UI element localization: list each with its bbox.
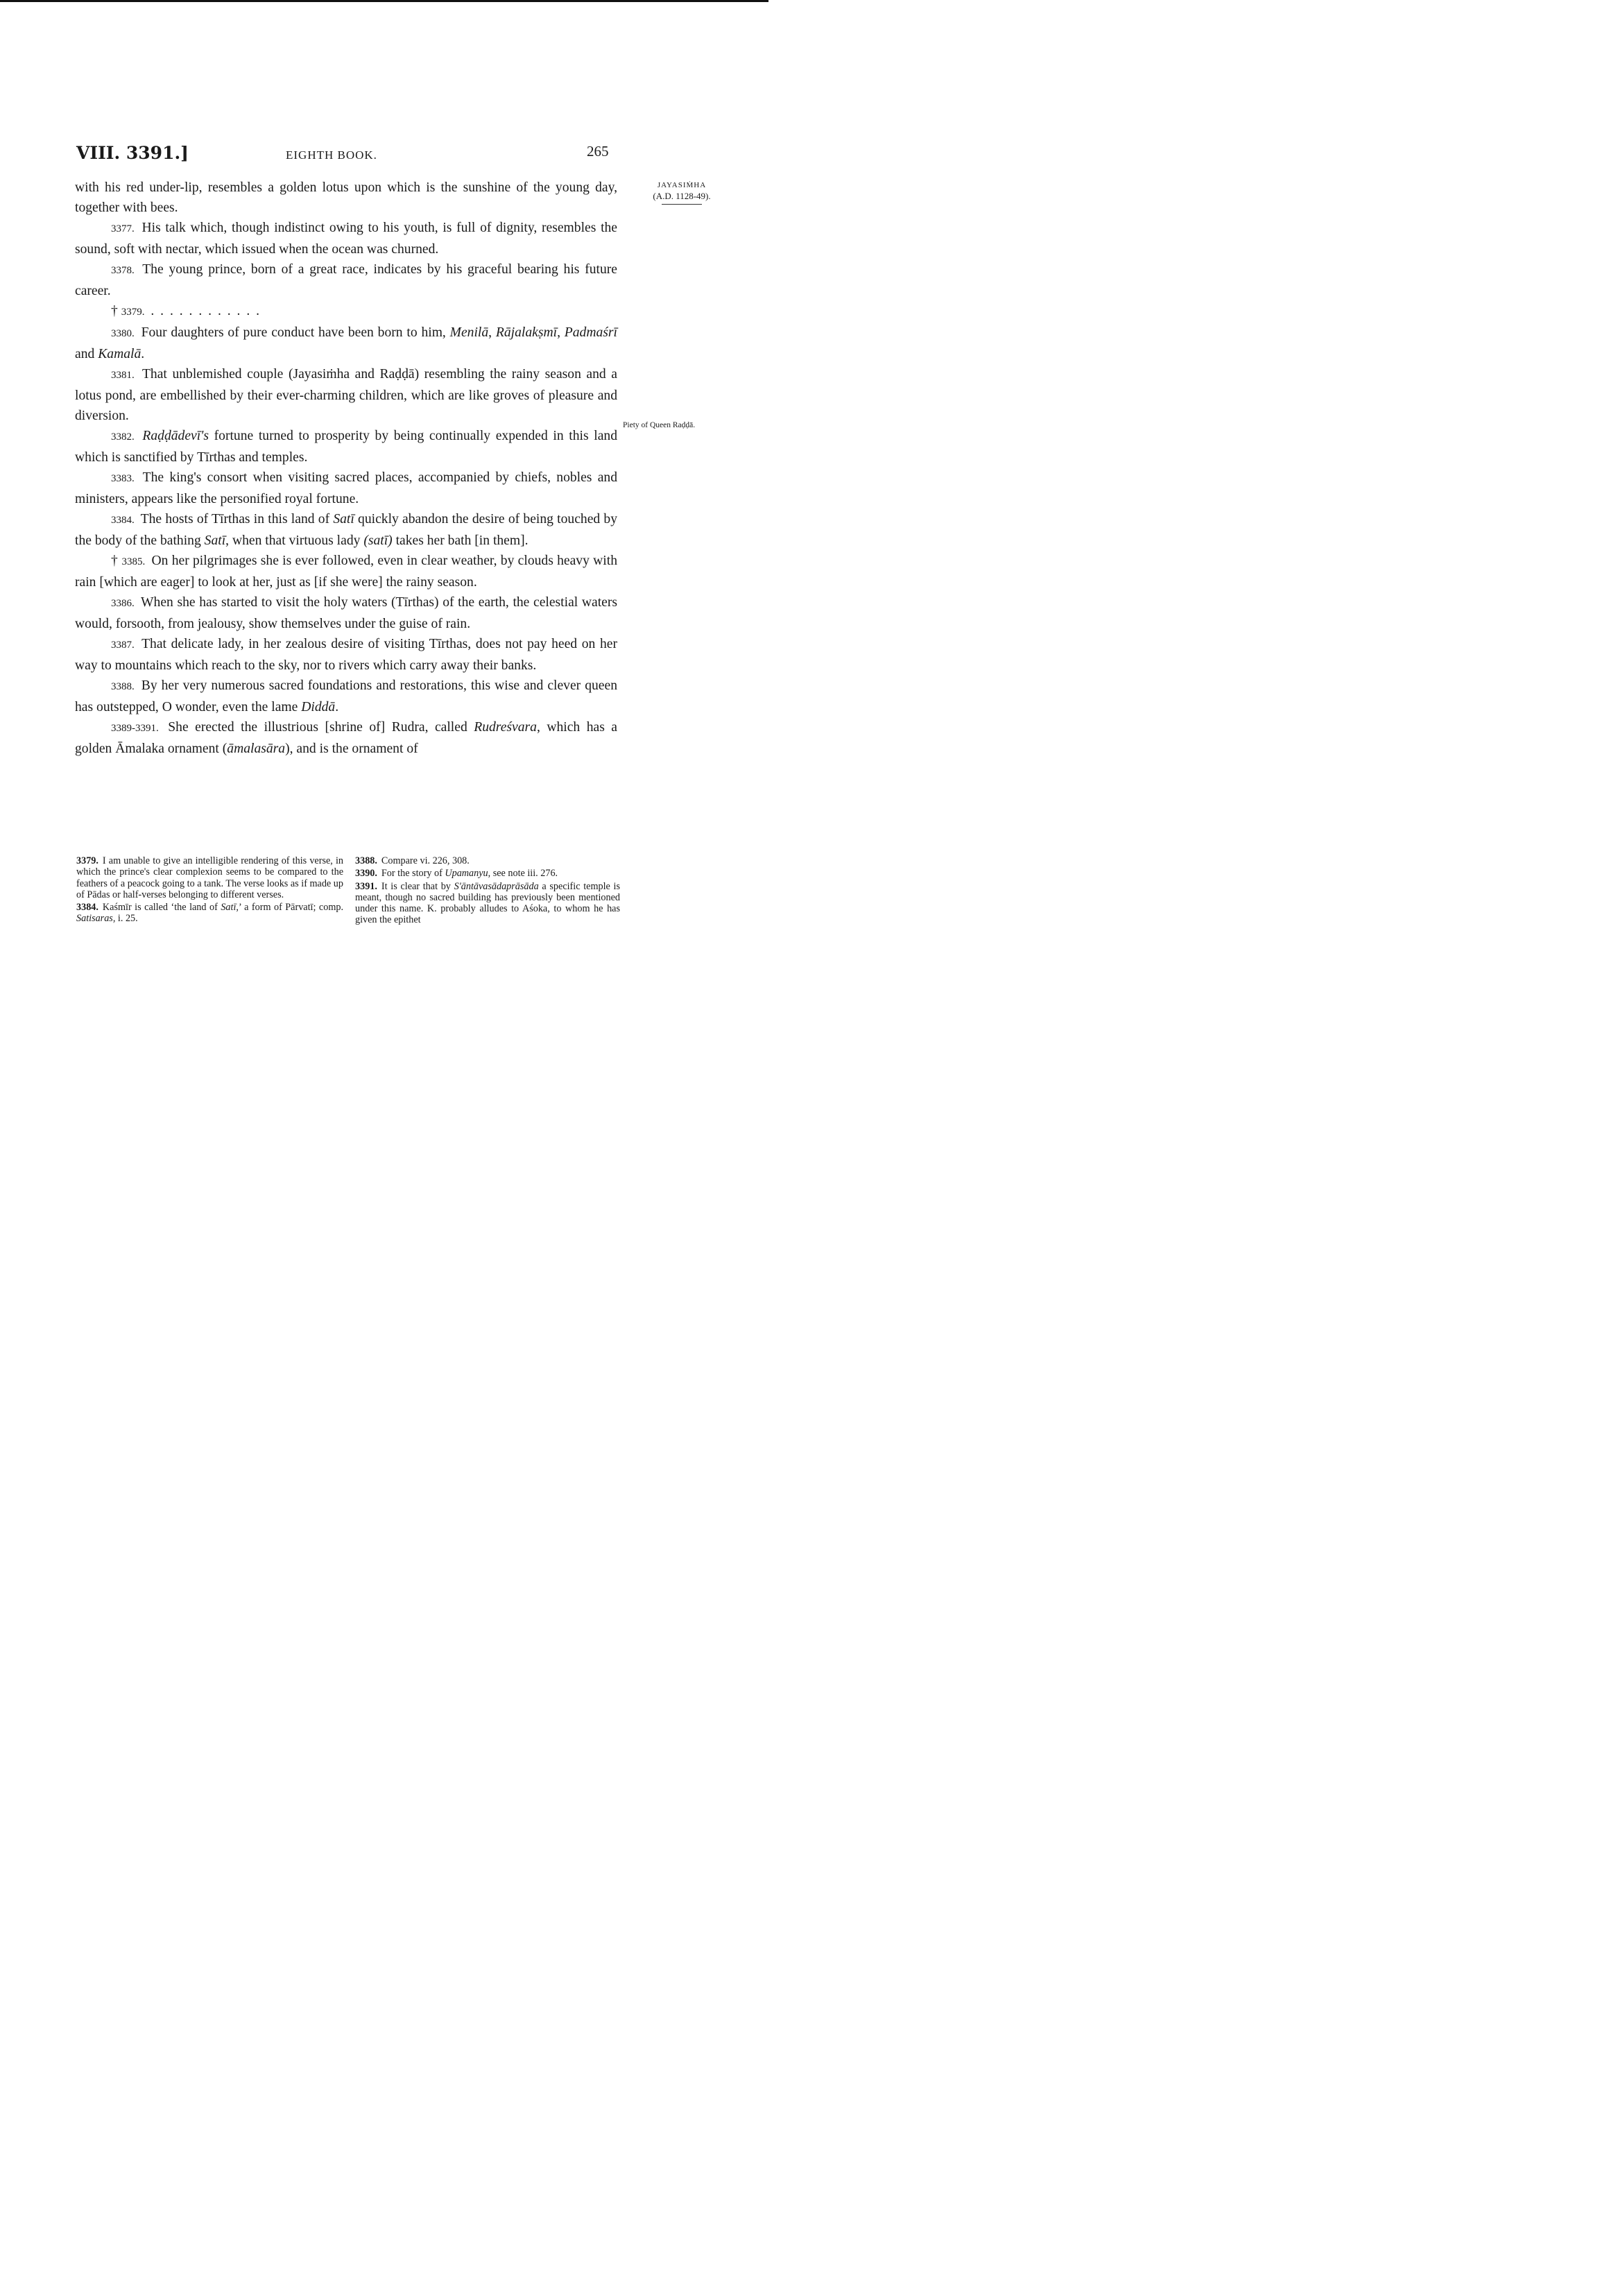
verse-text: She erected the illustrious [shrine of] Rudra, called [168, 720, 474, 735]
italic-term: Upamanyu [445, 868, 488, 880]
italic-term: Satī [333, 512, 354, 526]
footnote-text: I am unable to give an intelligible rendering of this verse, in which the prince's clear complexion seems to be compared to the feathers of a peacock going to a tank. The verse looks as if made up of Pādas or half-verses belonging to different verses. [76, 855, 343, 900]
italic-term: Satī [204, 533, 226, 548]
verse-3380 [75, 323, 617, 364]
queen-name: Raḍḍādevī's [142, 429, 209, 443]
running-head-title: EIGHTH BOOK. [286, 148, 377, 162]
verse-3383 [75, 468, 617, 509]
italic-term: Rudreśvara [474, 720, 537, 735]
italic-term: āmalasāra [227, 742, 286, 756]
footnote-3391 [355, 881, 620, 926]
omission-dots: . . . . . . . . . . . . [151, 304, 261, 318]
italic-term: Satī [221, 902, 237, 914]
top-border [0, 0, 768, 2]
separator: , [557, 325, 565, 340]
footnote-text: For the story of [381, 868, 445, 880]
footnote-text: It is clear that by [381, 880, 454, 892]
verse-text: quickly abandon the desire of being touched by the body of the bathing [75, 512, 618, 548]
verse-text: That delicate lady, in her zealous desire of visiting Tīrthas, does not pay heed on her way to mountains which reach to the sky, nor to rivers which carry away their banks. [75, 637, 617, 673]
footnote-number: 3390. [355, 868, 377, 880]
footnote-3388 [355, 855, 620, 866]
verse-text: By her very numerous sacred foundations and restorations, this wise and clever queen has outstepped, O wonder, even the lame [75, 678, 617, 714]
verse-text: fortune turned to prosperity by being continually expended in this land which is sanctified by Tīrthas and temples. [75, 429, 617, 465]
margin-note-piety: Piety of Queen Raḍḍā. [623, 421, 696, 429]
verse-number: 3383. [111, 473, 135, 484]
verse-text: Four daughters of pure conduct have been born to him, [141, 325, 450, 340]
verse-3384 [75, 509, 617, 551]
daughter-name: Padmaśrī [564, 325, 618, 340]
verse-text: takes her bath [in them]. [392, 533, 529, 548]
running-head-left: VIII. 3391.] [76, 143, 189, 163]
margin-note-jayasimha [638, 180, 725, 205]
verse-text: When she has started to visit the holy waters (Tīrthas) of the earth, the celestial waters would, forsooth, from jealousy, show themselves under the guise of rain. [75, 595, 617, 631]
verse-3388 [75, 676, 617, 717]
footnotes-right-column [355, 855, 620, 927]
footnote-text: a specific temple is meant, though no sacred building has previously been mentioned under this name. K. probably alludes to Aśoka, to whom he has given the epithet [355, 880, 621, 926]
margin-note-date: (A.D. 1128-49). [653, 191, 711, 201]
footnote-text: , i. 25. [112, 913, 138, 925]
verse-text: , when that virtuous lady [225, 533, 364, 548]
verse-number: 3388. [111, 681, 135, 692]
daughter-name: Kamalā [98, 347, 141, 361]
verse-3378 [75, 259, 617, 301]
verse-3386 [75, 592, 617, 634]
verse-number: 3385. [121, 556, 146, 567]
italic-term: Satisaras [76, 913, 113, 925]
verse-3381 [75, 364, 617, 426]
verse-number: 3379. [121, 307, 145, 318]
verse-number: 3377. [111, 223, 135, 234]
verse-number: 3384. [111, 515, 135, 526]
verse-text: The king's consort when visiting sacred places, accompanied by chiefs, nobles and ministers, appears like the personified royal fortune. [75, 470, 617, 506]
dagger-mark: † [111, 554, 119, 568]
footnote-text: Kaśmīr is called ‘the land of [102, 902, 221, 914]
verse-number: 3380. [111, 328, 135, 339]
footnote-number: 3379. [76, 855, 98, 866]
footnotes-left-column [76, 855, 343, 926]
verse-3379 [75, 301, 617, 323]
footnote-3384 [76, 902, 343, 925]
main-text [75, 178, 617, 759]
margin-note-name: JAYASIṀHA [657, 181, 707, 189]
paragraph-continuation: with his red under-lip, resembles a golden lotus upon which is the sunshine of the young day, together with bees. [75, 180, 617, 215]
italic-term: Diddā [301, 700, 336, 714]
verse-text: That unblemished couple (Jayasiṁha and Raḍḍā) resembling the rainy season and a lotus pond, are embellished by their ever-charming children, which are like groves of pleasure and diversion. [75, 367, 617, 423]
footnote-text: ,’ a form of Pārvatī; comp. [236, 902, 343, 914]
daughter-name: Rājalakṣmī [495, 325, 558, 340]
verse-text: , which has a golden Āmalaka ornament ( [75, 720, 618, 756]
separator: . [141, 347, 145, 361]
verse-3377 [75, 218, 617, 259]
footnote-number: 3388. [355, 855, 377, 866]
verse-number: 3382. [111, 431, 135, 443]
footnote-text: Compare vi. 226, 308. [381, 855, 470, 866]
verse-3385 [75, 551, 617, 592]
footnote-number: 3384. [76, 902, 98, 914]
verse-number: 3387. [111, 640, 135, 651]
separator: . [335, 700, 339, 714]
dagger-mark: † [111, 304, 118, 318]
verse-number: 3378. [111, 265, 135, 276]
verse-number: 3381. [111, 370, 135, 381]
verse-3389-3391 [75, 717, 617, 759]
verse-text: The young prince, born of a great race, indicates by his graceful bearing his future career. [75, 262, 617, 298]
footnote-3390 [355, 868, 620, 879]
italic-term: (satī) [363, 533, 393, 548]
verse-text: On her pilgrimages she is ever followed, even in clear weather, by clouds heavy with rain [which are eager] to look at her, just as [if she were] the rainy season. [75, 554, 617, 590]
verse-text: ), and is the ornament of [285, 742, 418, 756]
verse-text: The hosts of Tīrthas in this land of [140, 512, 334, 526]
italic-term: S'āntāvasādaprāsāda [454, 880, 539, 892]
verse-text: His talk which, though indistinct owing to his youth, is full of dignity, resembles the sound, soft with nectar, which issued when the ocean was churned. [75, 221, 618, 257]
footnote-3379 [76, 855, 343, 900]
separator: and [75, 347, 98, 361]
footnote-number: 3391. [355, 880, 377, 892]
footnote-text: , see note iii. 276. [488, 868, 558, 880]
verse-number: 3386. [111, 598, 135, 609]
verse-3387 [75, 634, 617, 676]
page-number: 265 [587, 143, 609, 160]
verse-number: 3389-3391. [111, 723, 159, 734]
verse-3382 [75, 426, 617, 468]
separator: , [488, 325, 496, 340]
margin-note-rule [662, 204, 702, 205]
daughter-name: Menilā [449, 325, 489, 340]
